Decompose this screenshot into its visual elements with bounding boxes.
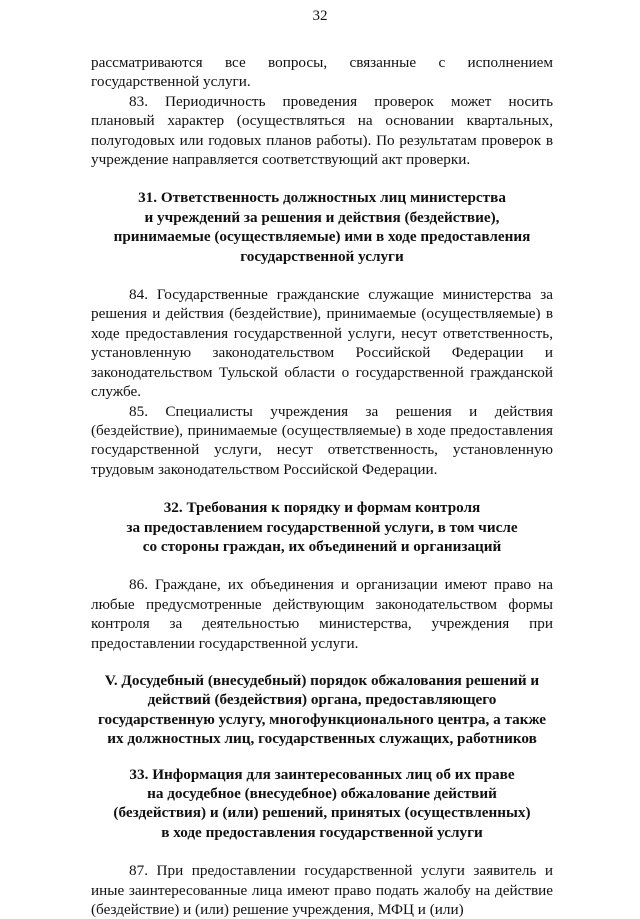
paragraph-85: 85. Специалисты учреждения за решения и действия (бездействие), принимаемые (осуществляемые) в ходе предоставления государственной услуги, несут ответственность, установленную трудовым законодательством Российской Федерации. bbox=[91, 402, 553, 478]
heading-line: и учреждений за решения и действия (бездействие), bbox=[144, 208, 500, 226]
heading-line: 33. Информация для заинтересованных лиц об их праве bbox=[129, 765, 515, 783]
paragraph-87: 87. При предоставлении государственной услуги заявитель и иные заинтересованные лица имеют право подать жалобу на действие (бездействие) и (или) решение учреждения, МФЦ и (или) bbox=[91, 862, 553, 919]
document-body bbox=[91, 53, 553, 919]
page-number: 32 bbox=[312, 8, 328, 24]
heading-line: V. Досудебный (внесудебный) порядок обжалования решений и bbox=[104, 671, 540, 689]
paragraph-continuation: рассматриваются все вопросы, связанные с исполнением государственной услуги. bbox=[91, 54, 553, 91]
heading-line: 32. Требования к порядку и формам контроля bbox=[163, 499, 481, 517]
heading-line: государственную услугу, многофункционального центра, а также bbox=[97, 710, 547, 728]
heading-section-31 bbox=[91, 188, 553, 266]
heading-section-32 bbox=[91, 498, 553, 556]
heading-line: в ходе предоставления государственной услуги bbox=[161, 823, 483, 841]
heading-line: со стороны граждан, их объединений и организаций bbox=[142, 537, 502, 555]
heading-line: за предоставлением государственной услуги, в том числе bbox=[126, 518, 518, 536]
heading-chapter-v bbox=[91, 671, 553, 749]
heading-line: 31. Ответственность должностных лиц министерства bbox=[138, 189, 506, 207]
heading-line: государственной услуги bbox=[240, 247, 404, 265]
paragraph-83: 83. Периодичность проведения проверок может носить плановый характер (осуществляться на основании квартальных, полугодовых или годовых планов работы). По результатам проверок в учреждение направляется соответствующий акт проверки. bbox=[91, 92, 553, 169]
heading-line: действий (бездействия) органа, предоставляющего bbox=[147, 691, 497, 709]
heading-line: (бездействия) и (или) решений, принятых (осуществленных) bbox=[113, 804, 531, 822]
heading-line: принимаемые (осуществляемые) ими в ходе предоставления bbox=[113, 228, 531, 246]
paragraph-84: 84. Государственные гражданские служащие министерства за решения и действия (бездействие), принимаемые (осуществляемые) в ходе предоставления государственной услуги, несут ответственность, установленную законодательством Российской Федерации и законодательством Тульской области о государственной гражданской службе. bbox=[91, 286, 553, 401]
heading-line: их должностных лиц, государственных служащих, работников bbox=[107, 730, 537, 748]
paragraph-86: 86. Граждане, их объединения и организации имеют право на любые предусмотренные действующим законодательством формы контроля за деятельностью министерства, учреждения при предоставлении государственной услуги. bbox=[91, 576, 553, 652]
heading-section-33 bbox=[91, 765, 553, 843]
heading-line: на досудебное (внесудебное) обжалование действий bbox=[147, 785, 497, 802]
